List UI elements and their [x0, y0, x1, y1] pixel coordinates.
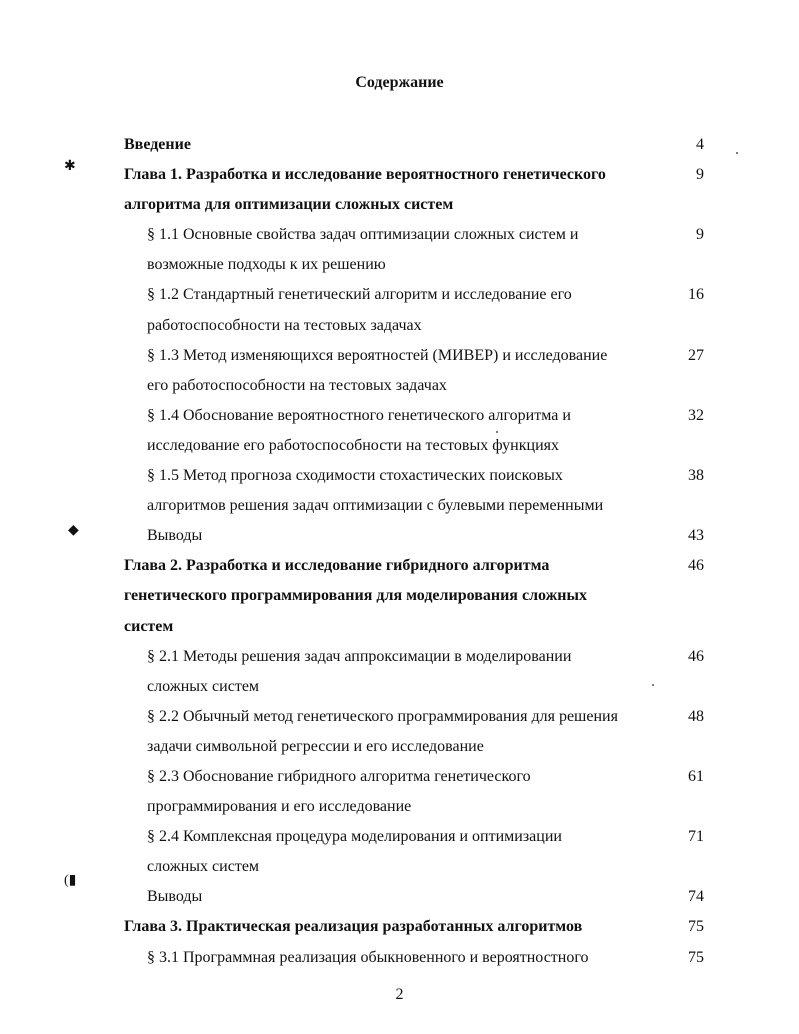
toc-page-number: 46	[688, 557, 704, 575]
scan-speck	[496, 431, 498, 433]
toc-entry-chapter-1-cont	[0, 190, 799, 220]
margin-mark-bracket: (▮	[64, 873, 77, 888]
toc-entry-section-2-3-cont	[0, 792, 799, 822]
toc-entry-section-2-1	[0, 642, 799, 672]
toc-page-number: 43	[688, 527, 704, 545]
toc-entry-section-2-2-cont	[0, 732, 799, 762]
table-of-contents	[0, 130, 799, 973]
scan-speck	[652, 684, 654, 686]
toc-entry-text: сложных систем	[147, 677, 260, 695]
toc-entry-text: исследование его работоспособности на тестовых функциях	[147, 436, 559, 454]
toc-entry-section-1-5	[0, 461, 799, 491]
toc-page-number: 32	[688, 406, 704, 424]
toc-entry-chapter-2-cont	[0, 581, 799, 611]
toc-entry-text: Введение	[124, 136, 191, 153]
toc-entry-chapter-1	[0, 160, 799, 190]
page-number: 2	[395, 986, 404, 1003]
toc-entry-section-1-3-cont	[0, 371, 799, 401]
toc-entry-text: задачи символьной регрессии и его исследование	[147, 737, 484, 755]
toc-entry-text: § 1.4 Обоснование вероятностного генетического алгоритма и	[147, 406, 571, 424]
toc-entry-section-2-2	[0, 702, 799, 732]
toc-entry-text: программирования и его исследование	[147, 798, 412, 816]
toc-entry-text: Глава 2. Разработка и исследование гибридного алгоритма	[124, 557, 550, 575]
toc-entry-section-2-4	[0, 822, 799, 852]
toc-page-number: 16	[688, 286, 704, 304]
toc-entry-conclusions-1	[0, 521, 799, 551]
toc-entry-section-2-4-cont	[0, 852, 799, 882]
toc-entry-section-1-1	[0, 220, 799, 250]
toc-page-number: 4	[696, 136, 704, 153]
toc-entry-text: алгоритмов решения задач оптимизации с булевыми переменными	[147, 497, 604, 515]
toc-entry-section-1-5-cont	[0, 491, 799, 521]
margin-mark-diamond: ◆	[68, 523, 79, 538]
toc-entry-text: § 2.2 Обычный метод генетического программирования для решения	[147, 707, 618, 725]
toc-page-number: 46	[688, 647, 704, 665]
toc-entry-text: § 1.1 Основные свойства задач оптимизации сложных систем и	[147, 226, 579, 244]
toc-entry-text: Выводы	[147, 527, 203, 545]
toc-entry-text: систем	[124, 617, 174, 635]
toc-entry-text: § 1.2 Стандартный генетический алгоритм и исследование его	[147, 286, 572, 304]
toc-entry-section-1-2-cont	[0, 311, 799, 341]
toc-page-number: 74	[688, 888, 704, 906]
toc-entry-text: Глава 1. Разработка и исследование вероятностного генетического	[124, 166, 606, 184]
toc-entry-section-1-2	[0, 280, 799, 310]
toc-entry-text: Глава 3. Практическая реализация разработанных алгоритмов	[124, 918, 583, 936]
toc-entry-text: § 2.1 Методы решения задач аппроксимации в моделировании	[147, 647, 572, 665]
toc-entry-chapter-2-cont-2	[0, 612, 799, 642]
toc-entry-text: § 1.5 Метод прогноза сходимости стохастических поисковых	[147, 467, 563, 485]
toc-entry-section-2-1-cont	[0, 672, 799, 702]
toc-entry-section-1-3	[0, 341, 799, 371]
toc-entry-text: § 2.4 Комплексная процедура моделирования и оптимизации	[147, 828, 562, 846]
toc-entry-chapter-3	[0, 912, 799, 942]
toc-page-number: 27	[688, 346, 704, 364]
toc-entry-text: возможные подходы к их решению	[147, 256, 386, 274]
toc-entry-text: § 1.3 Метод изменяющихся вероятностей (МИВЕР) и исследование	[147, 346, 608, 364]
toc-entry-conclusions-2	[0, 882, 799, 912]
toc-entry-text: Выводы	[147, 888, 203, 906]
toc-page-number: 9	[696, 166, 704, 184]
toc-entry-section-3-1	[0, 943, 799, 973]
toc-page-number: 9	[696, 226, 704, 244]
toc-entry-text: § 3.1 Программная реализация обыкновенного и вероятностного	[147, 948, 589, 966]
toc-entry-section-1-1-cont	[0, 250, 799, 280]
toc-entry-text: работоспособности на тестовых задачах	[147, 316, 422, 334]
toc-page-number: 75	[688, 918, 704, 936]
toc-entry-section-1-4	[0, 401, 799, 431]
toc-entry-introduction	[0, 130, 799, 160]
toc-page-number: 48	[688, 707, 704, 725]
scan-speck	[736, 152, 738, 154]
toc-entry-text: § 2.3 Обоснование гибридного алгоритма генетического	[147, 767, 531, 785]
toc-entry-text: алгоритма для оптимизации сложных систем	[124, 196, 454, 214]
toc-page-number: 61	[688, 767, 704, 785]
toc-page-number: 38	[688, 467, 704, 485]
toc-entry-chapter-2	[0, 551, 799, 581]
toc-entry-section-1-4-cont	[0, 431, 799, 461]
toc-entry-text: его работоспособности на тестовых задачах	[147, 376, 447, 394]
page-title: Содержание	[355, 74, 444, 91]
toc-entry-section-2-3	[0, 762, 799, 792]
toc-entry-text: генетического программирования для моделирования сложных	[124, 587, 587, 605]
margin-mark-asterisk: ✱	[64, 159, 76, 174]
toc-entry-text: сложных систем	[147, 858, 260, 876]
toc-page-number: 71	[688, 828, 704, 846]
toc-page-number: 75	[688, 948, 704, 966]
